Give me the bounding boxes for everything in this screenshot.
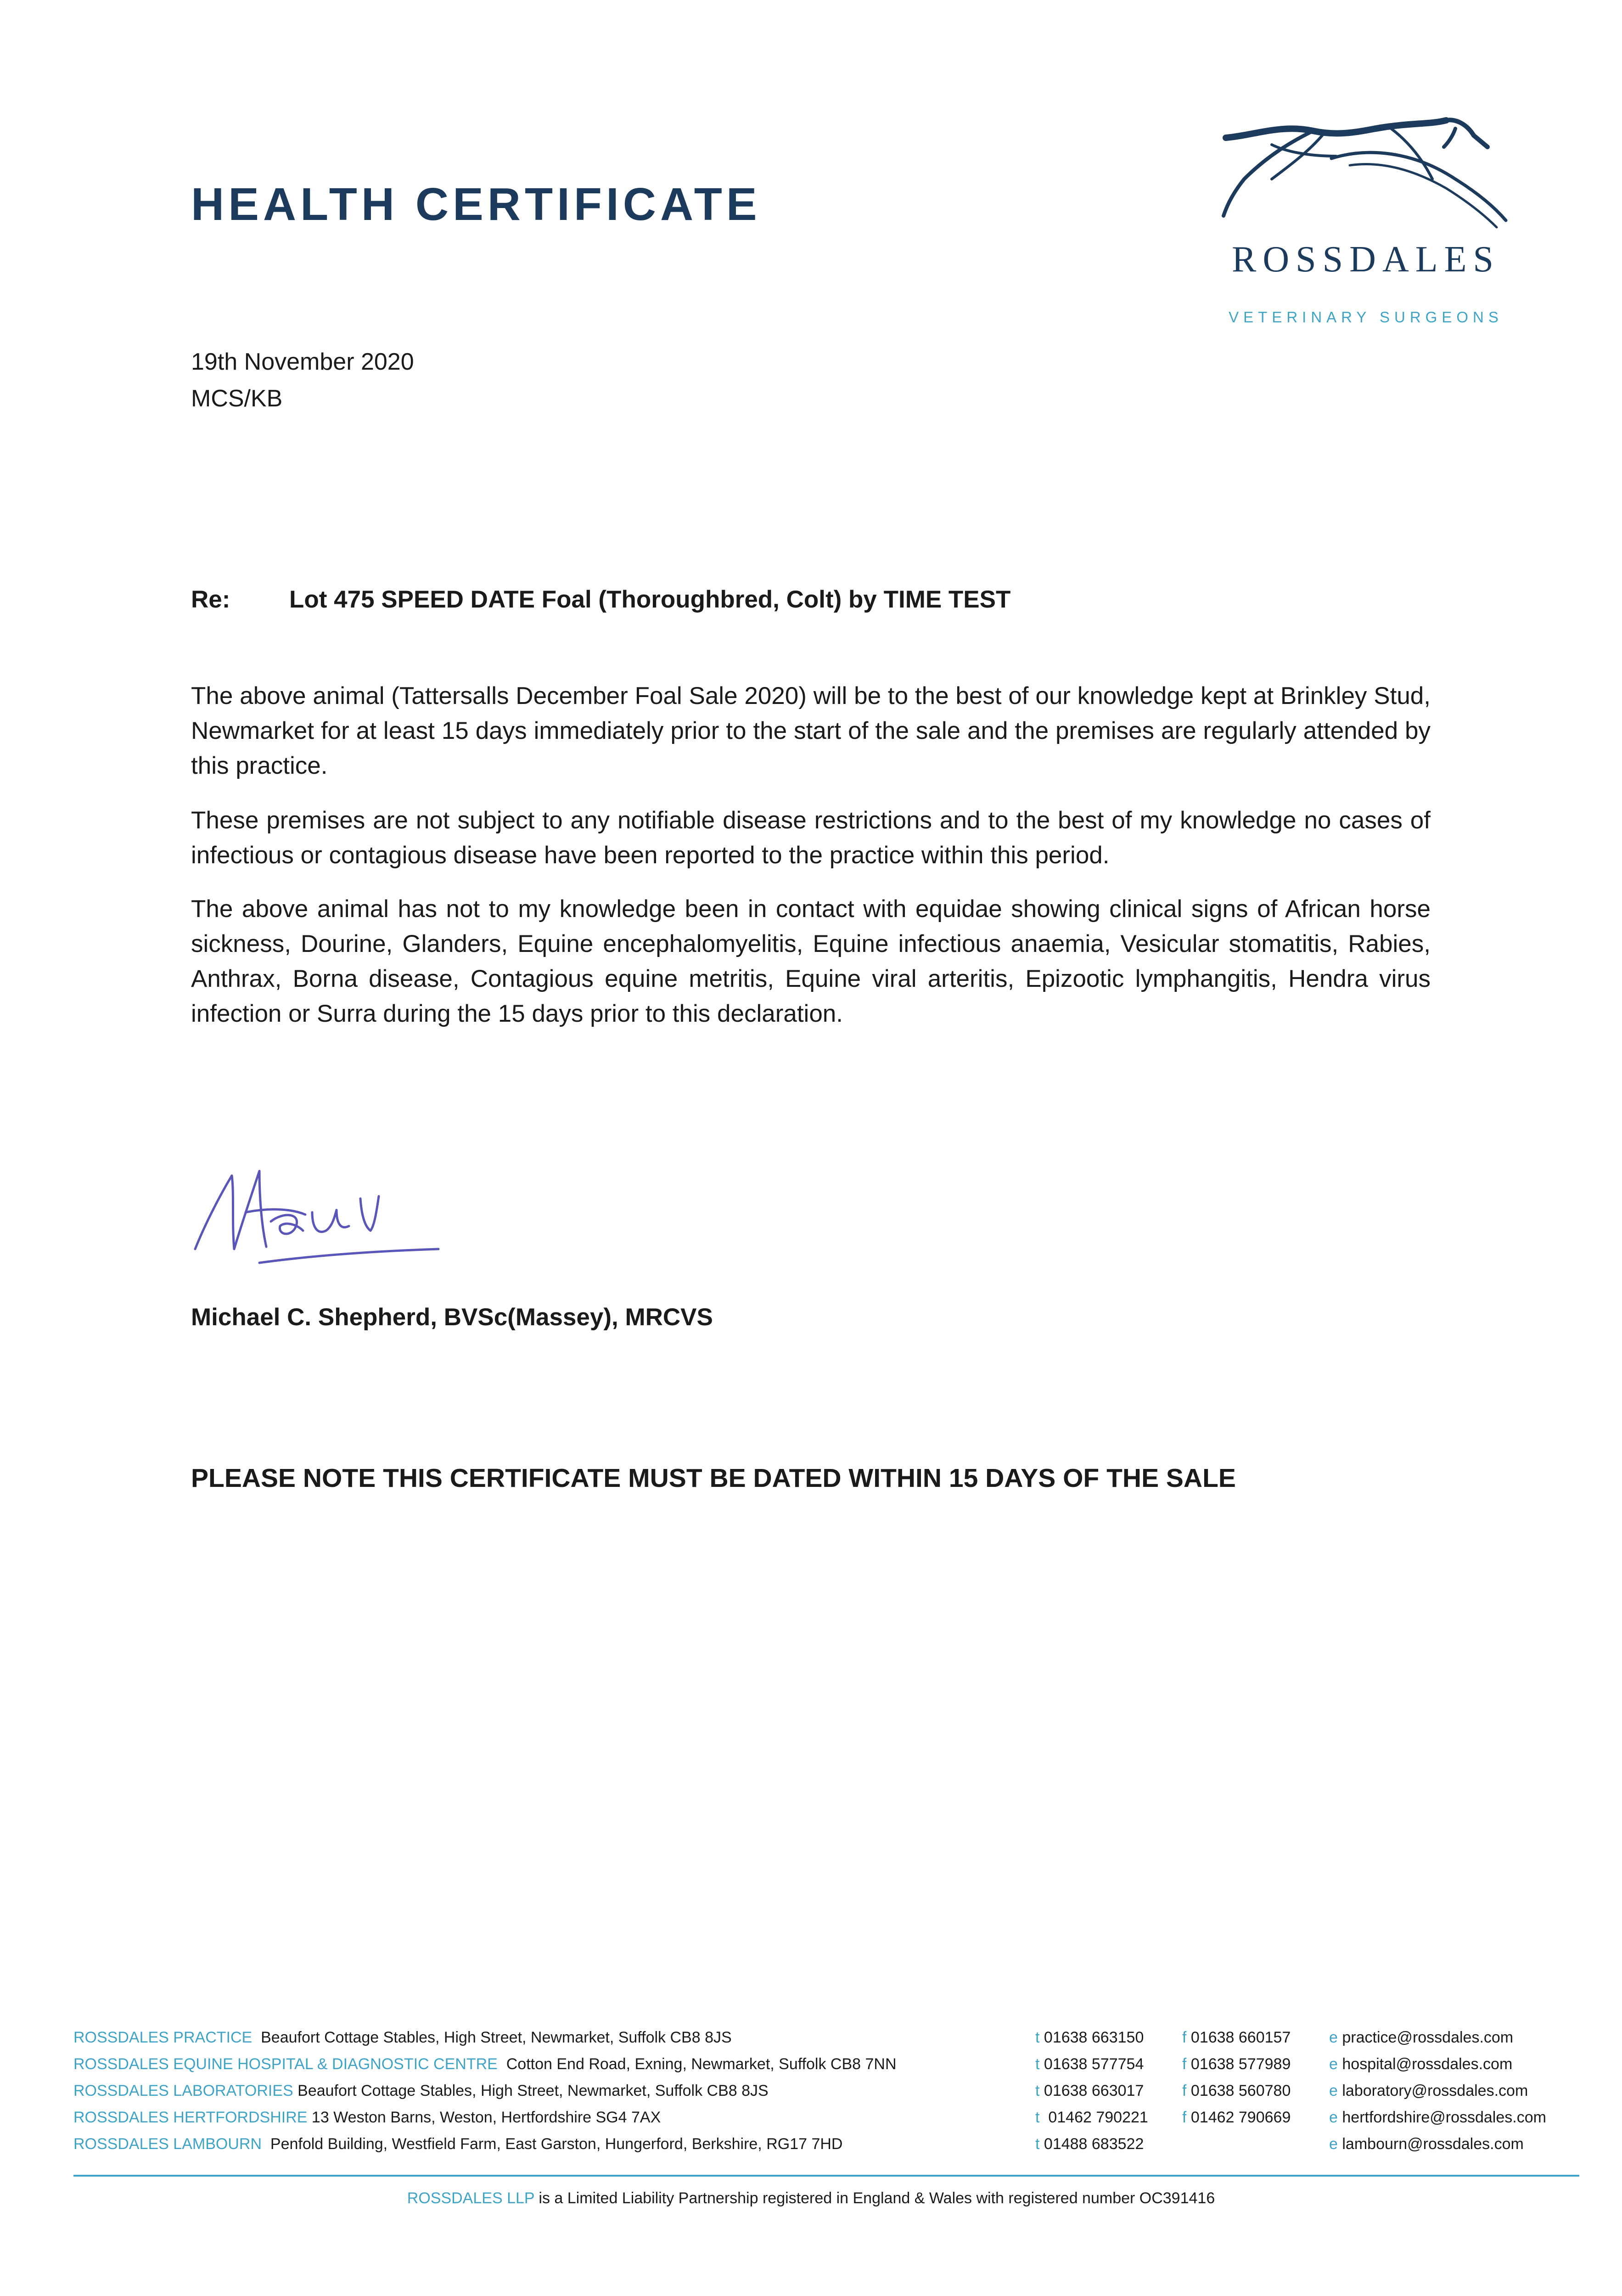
body-paragraph: The above animal has not to my knowledge been in contact with equidae showing clinical signs of African horse sickness, Dourine, Glanders, Equine encephalomyelitis, Equine infectious anaemia, Vesicular stomatitis, Rabies, Anthrax, Borna disease, Contagious equine metritis, Equine viral arteritis, Epizootic lymphangitis, Hendra virus infection or Surra during the 15 days prior to this declaration. <box>191 895 1431 1027</box>
footer-branch-name: ROSSDALES EQUINE HOSPITAL & DIAGNOSTIC CENTRE <box>73 2055 498 2073</box>
footer-phone-prefix: t <box>1035 2055 1040 2073</box>
footer-email[interactable]: laboratory@rossdales.com <box>1342 2082 1528 2099</box>
footer-address: 13 Weston Barns, Weston, Hertfordshire SG4 7AX <box>311 2109 661 2126</box>
subject-text: Lot 475 SPEED DATE Foal (Thoroughbred, Colt) by TIME TEST <box>289 586 1011 613</box>
footer-email[interactable]: practice@rossdales.com <box>1342 2029 1514 2046</box>
footer-fax: 01462 790669 <box>1190 2109 1291 2126</box>
footer-divider <box>73 2175 1579 2177</box>
footer-email-prefix: e <box>1329 2055 1338 2073</box>
handwritten-signature-icon <box>191 1157 448 1277</box>
certificate-notice: PLEASE NOTE THIS CERTIFICATE MUST BE DATED WITHIN 15 DAYS OF THE SALE <box>191 1463 1236 1493</box>
footer-phone: 01638 663150 <box>1044 2029 1144 2046</box>
document-reference: MCS/KB <box>191 385 283 412</box>
footer-row <box>0 2082 1622 2109</box>
footer-email[interactable]: hospital@rossdales.com <box>1342 2055 1513 2073</box>
footer-address: Penfold Building, Westfield Farm, East Garston, Hungerford, Berkshire, RG17 7HD <box>270 2135 843 2153</box>
llp-name: ROSSDALES LLP <box>407 2189 534 2207</box>
footer-phone: 01488 683522 <box>1044 2135 1144 2153</box>
footer-email-prefix: e <box>1329 2029 1338 2046</box>
footer-email-prefix: e <box>1329 2082 1338 2099</box>
footer-row <box>0 2135 1622 2162</box>
running-horse-logo-icon <box>1217 110 1515 243</box>
footer-fax-prefix: f <box>1182 2029 1187 2046</box>
body-paragraph: The above animal (Tattersalls December Foal Sale 2020) will be to the best of our knowledge kept at Brinkley Stud, Newmarket for at least 15 days immediately prior to the start of the sale and the premises are regularly attended by this practice. <box>191 682 1431 779</box>
footer-address: Beaufort Cottage Stables, High Street, Newmarket, Suffolk CB8 8JS <box>261 2029 732 2046</box>
footer-email-prefix: e <box>1329 2135 1338 2153</box>
subject-label: Re: <box>191 586 230 613</box>
footer-branch-name: ROSSDALES LABORATORIES <box>73 2082 293 2099</box>
footer-branch-name: ROSSDALES HERTFORDSHIRE <box>73 2109 308 2126</box>
document-date: 19th November 2020 <box>191 349 414 375</box>
footer-fax: 01638 560780 <box>1190 2082 1291 2099</box>
footer-phone-prefix: t <box>1035 2082 1040 2099</box>
footer-row <box>0 2055 1622 2082</box>
footer-phone: 01462 790221 <box>1048 2109 1148 2126</box>
footer-fax-prefix: f <box>1182 2082 1187 2099</box>
footer-contacts <box>0 2029 1622 2176</box>
body-paragraph: These premises are not subject to any notifiable disease restrictions and to the best of my knowledge no cases of infectious or contagious disease have been reported to the practice within this period. <box>191 807 1431 869</box>
footer-phone-prefix: t <box>1035 2109 1040 2126</box>
footer-fax: 01638 660157 <box>1190 2029 1291 2046</box>
footer-email[interactable]: lambourn@rossdales.com <box>1342 2135 1524 2153</box>
footer-branch-name: ROSSDALES PRACTICE <box>73 2029 253 2046</box>
logo-tagline: VETERINARY SURGEONS <box>1229 309 1503 326</box>
signatory-name: Michael C. Shepherd, BVSc(Massey), MRCVS <box>191 1304 713 1331</box>
footer-email-prefix: e <box>1329 2109 1338 2126</box>
footer-phone-prefix: t <box>1035 2029 1040 2046</box>
footer-email[interactable]: hertfordshire@rossdales.com <box>1342 2109 1546 2126</box>
subject-line <box>191 585 1010 613</box>
footer-phone: 01638 663017 <box>1044 2082 1144 2099</box>
signature <box>191 1157 448 1277</box>
footer-fax-prefix: f <box>1182 2055 1187 2073</box>
footer-branch-name: ROSSDALES LAMBOURN <box>73 2135 262 2153</box>
document-title: HEALTH CERTIFICATE <box>191 179 761 230</box>
llp-text: is a Limited Liability Partnership registered in England & Wales with registered number OC391416 <box>539 2189 1215 2207</box>
footer-address: Beaufort Cottage Stables, High Street, Newmarket, Suffolk CB8 8JS <box>297 2082 769 2099</box>
rossdales-logo <box>1217 110 1515 340</box>
llp-registration <box>0 2189 1622 2207</box>
footer-row <box>0 2109 1622 2135</box>
logo-wordmark: ROSSDALES <box>1232 239 1500 280</box>
footer-phone-prefix: t <box>1035 2135 1040 2153</box>
footer-fax: 01638 577989 <box>1190 2055 1291 2073</box>
footer-phone: 01638 577754 <box>1044 2055 1144 2073</box>
footer-address: Cotton End Road, Exning, Newmarket, Suffolk CB8 7NN <box>506 2055 897 2073</box>
footer-fax-prefix: f <box>1182 2109 1187 2126</box>
footer-row <box>0 2029 1622 2055</box>
